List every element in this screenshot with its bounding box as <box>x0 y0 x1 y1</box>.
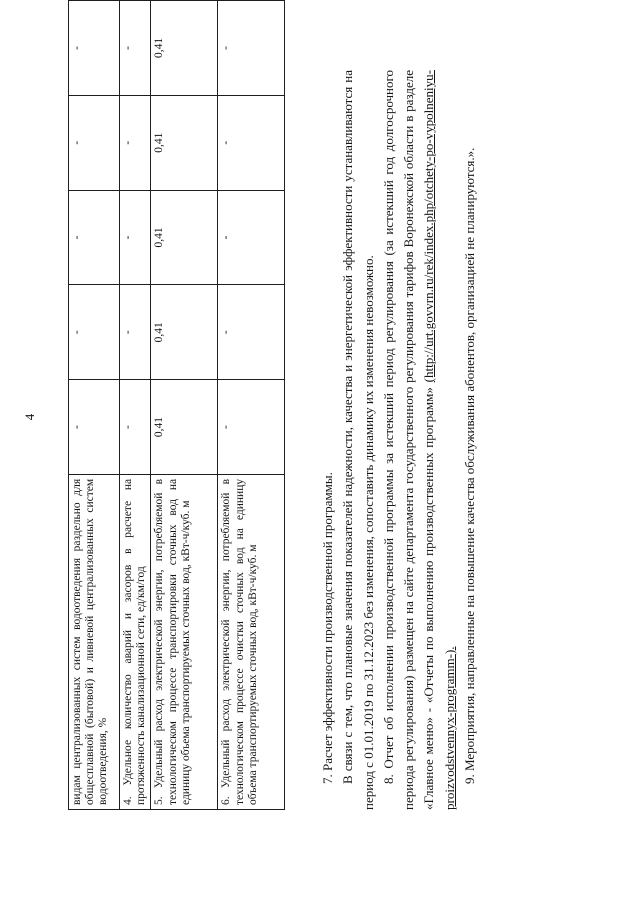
indicator-value: - <box>120 380 151 475</box>
indicator-value: - <box>218 1 285 96</box>
indicator-value: - <box>69 190 120 285</box>
indicator-value: - <box>69 95 120 190</box>
page-number: 4 <box>22 413 37 421</box>
table-row <box>69 1 120 810</box>
indicator-value: - <box>218 380 285 475</box>
indicator-value: 0,41 <box>151 95 218 190</box>
table-row <box>120 1 151 810</box>
indicator-description: 5. Удельный расход электрической энергии, потребляемой в технологическом процессе транспортировки сточных вод на единицу объема транспортируемых сточных вод, кВт-ч/куб. м <box>151 474 218 809</box>
indicator-description: видам централизованных систем водоотведения раздельно для общесплавной (бытовой) и ливневой централизованных систем водоотведения, % <box>69 474 120 809</box>
indicator-value: - <box>69 380 120 475</box>
section-8-text <box>379 70 460 810</box>
indicator-value: - <box>120 1 151 96</box>
indicator-value: - <box>69 285 120 380</box>
indicator-value: - <box>120 190 151 285</box>
indicator-value: - <box>69 1 120 96</box>
indicator-value: - <box>120 285 151 380</box>
section-9-text: 9. Мероприятия, направленные на повышение качества обслуживания абонентов, организацией не планируются.». <box>462 147 478 784</box>
section-7-heading: 7. Расчет эффективности производственной программы. <box>320 472 335 784</box>
indicator-value: 0,41 <box>151 380 218 475</box>
indicator-description: 6. Удельный расход электрической энергии, потребляемой в технологическом процессе очистки сточных вод на единицу объема транспортируемых сточных вод, кВт-ч/куб. м <box>218 474 285 809</box>
reports-link[interactable]: (http://urt.govvrn.ru/rek/index.php/otchety-po-vypolneniyu-proizvodstvennyx-programm-). <box>421 70 457 810</box>
section-8-body: 8. Отчет об исполнении производственной программы за истекший период регулирования (за истекший год долгосрочного периода регулирования) размещен на сайте департамента государственного регулирования тарифов Воронежской области в разделе «Главное меню» - «Отчеты по выполнению производственных программ» <box>380 70 437 810</box>
indicator-value: 0,41 <box>151 285 218 380</box>
section-7-text: В связи с тем, что плановые значения показателей надежности, качества и энергетической эффективности устанавливаются на период с 01.01.2019 по 31.12.2023 без изменения, сопоставить динамику их изменения невозможно. <box>340 70 376 810</box>
indicator-value: - <box>120 95 151 190</box>
indicator-value: - <box>218 285 285 380</box>
indicators-table <box>68 0 285 810</box>
table-row <box>151 1 218 810</box>
table-row <box>218 1 285 810</box>
indicator-value: 0,41 <box>151 190 218 285</box>
indicator-value: 0,41 <box>151 1 218 96</box>
indicator-value: - <box>218 95 285 190</box>
indicator-value: - <box>218 190 285 285</box>
indicator-description: 4. Удельное количество аварий и засоров в расчете на протяженность канализационной сети, ед/км/год <box>120 474 151 809</box>
body-text <box>318 70 480 810</box>
